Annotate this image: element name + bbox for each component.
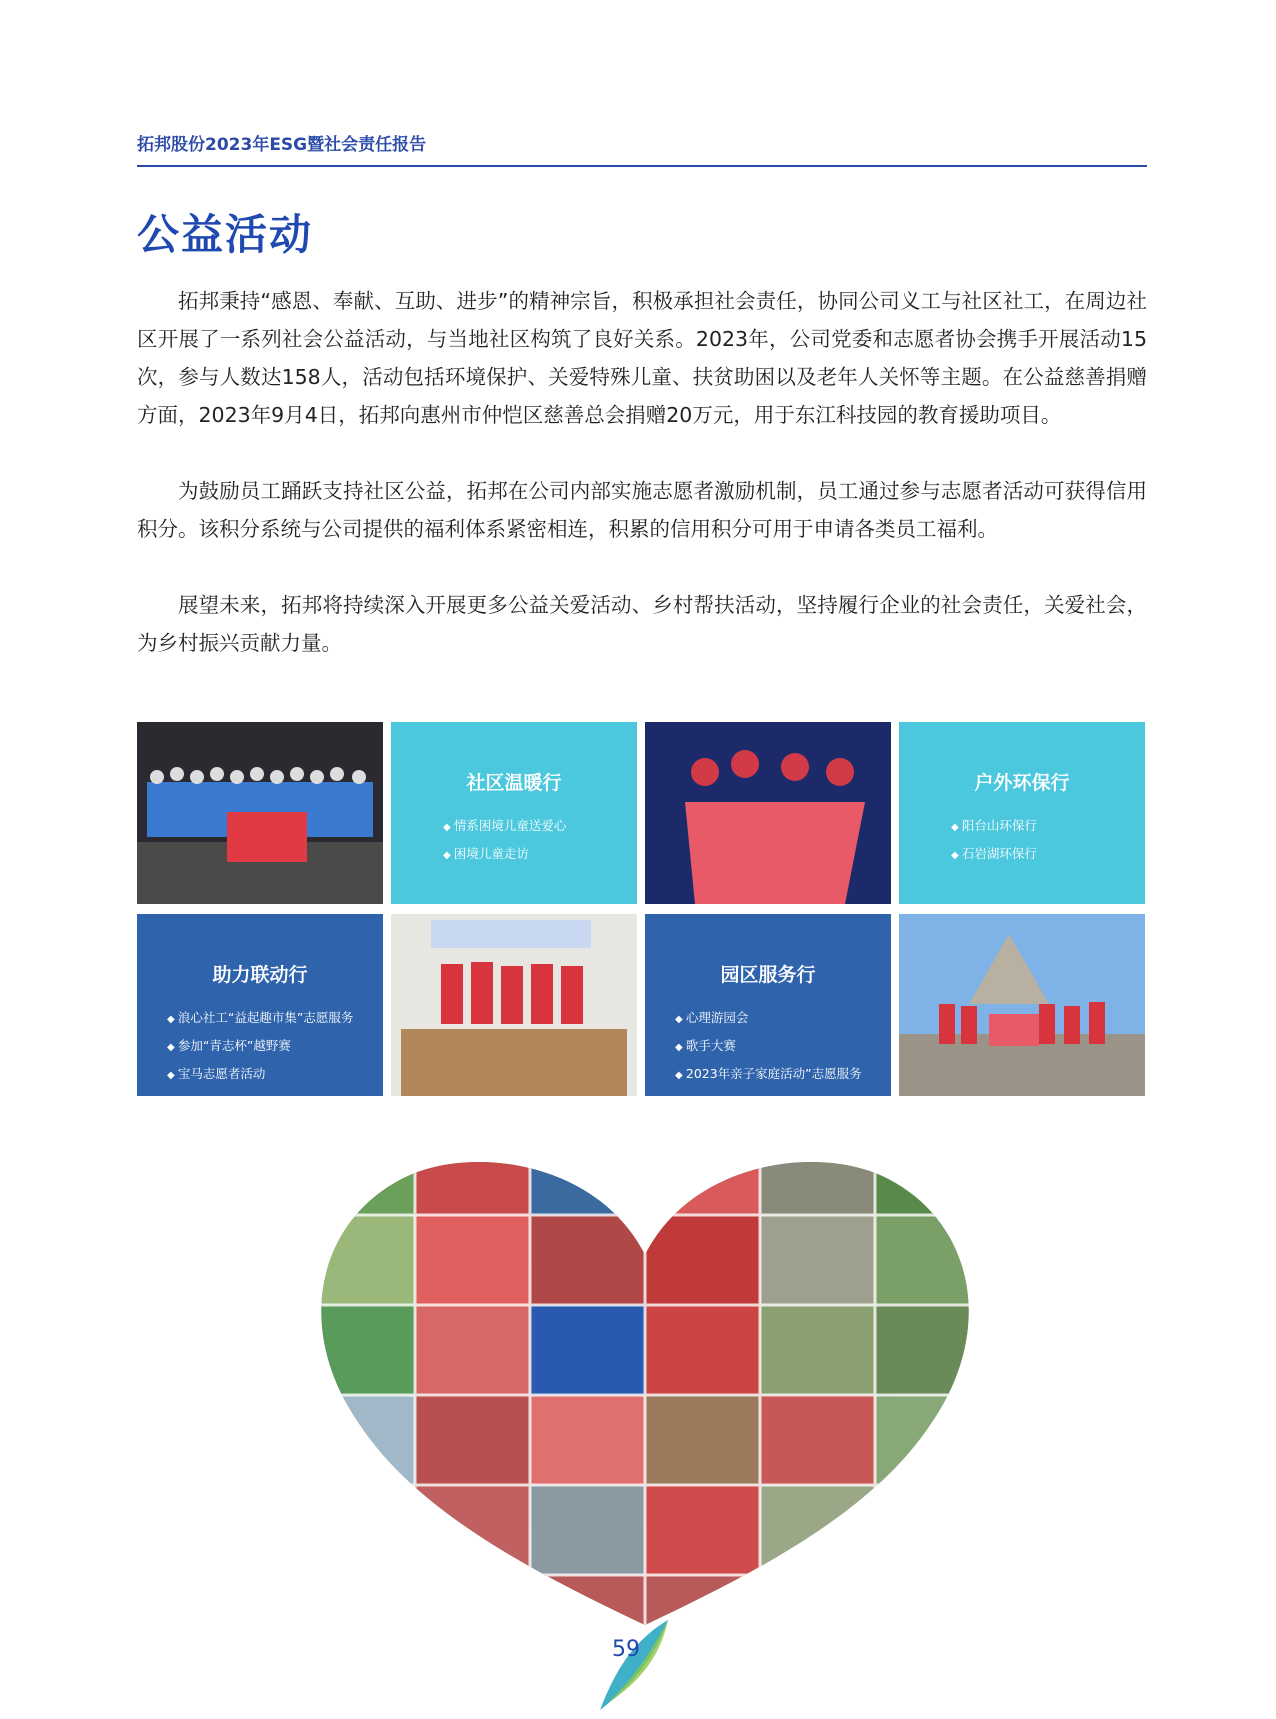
tile-outdoor-list: [899, 813, 1145, 869]
tile-park-list: [645, 1005, 891, 1089]
mountain-group-photo: [899, 914, 1145, 1096]
tile-outdoor-eco: [899, 722, 1145, 904]
tile-community-warmth: [391, 722, 637, 904]
paragraph-2: 为鼓励员工踊跃支持社区公益，拓邦在公司内部实施志愿者激励机制，员工通过参与志愿者活动可获得信用积分。该积分系统与公司提供的福利体系紧密相连，积累的信用积分可用于申请各类员工福利。: [137, 479, 1147, 541]
page-number: 59: [612, 1637, 640, 1662]
tile-park-title: 园区服务行: [720, 964, 816, 986]
paragraph-1: 拓邦秉持“感恩、奉献、互助、进步”的精神宗旨，积极承担社会责任，协同公司义工与社区社工，在周边社区开展了一系列社会公益活动，与当地社区构筑了良好关系。2023年，公司党委和志愿者协会携手开展活动15次，参与人数达158人，活动包括环境保护、关爱特殊儿童、扶贫助困以及老年人关怀等主题。在公益慈善捐赠方面，2023年9月4日，拓邦向惠州市仲恺区慈善总会捐赠20万元，用于东江科技园的教育援助项目。: [137, 289, 1147, 427]
tile-outdoor-title: 户外环保行: [974, 772, 1070, 794]
tile-community-list: [391, 813, 637, 869]
list-item: ◆ 困境儿童走访: [443, 841, 637, 869]
tile-community-title: 社区温暖行: [466, 772, 562, 794]
leaf-ornament-icon: [598, 1618, 678, 1713]
list-item: ◆ 石岩湖环保行: [951, 841, 1145, 869]
list-item: ◆ 情系困境儿童送爱心: [443, 813, 637, 841]
page-title: 公益活动: [137, 210, 314, 259]
header-divider: [137, 165, 1147, 167]
list-item: ◆ 阳台山环保行: [951, 813, 1145, 841]
list-item: ◆ 歌手大赛: [675, 1033, 891, 1061]
paragraph-3: 展望未来，拓邦将持续深入开展更多公益关爱活动、乡村帮扶活动，坚持履行企业的社会责任，关爱社会，为乡村振兴贡献力量。: [137, 593, 1147, 655]
night-volunteer-photo: [137, 722, 383, 904]
list-item: ◆ 浪心社工“益起趣市集”志愿服务: [167, 1005, 383, 1033]
list-item: ◆ 参加“青志杯”越野赛: [167, 1033, 383, 1061]
tile-linkage: [137, 914, 383, 1096]
tile-linkage-title: 助力联动行: [212, 964, 308, 986]
heart-photo-collage: [300, 1125, 990, 1630]
activity-grid: [137, 722, 1147, 1100]
body-text: [137, 282, 1147, 700]
report-header-title: 拓邦股份2023年ESG暨社会责任报告: [137, 135, 427, 155]
list-item: ◆ 2023年亲子家庭活动”志愿服务: [675, 1061, 891, 1089]
tile-park-service: [645, 914, 891, 1096]
flag-stage-photo: [645, 722, 891, 904]
tile-linkage-list: [137, 1005, 383, 1089]
list-item: ◆ 宝马志愿者活动: [167, 1061, 383, 1089]
donation-photo: [391, 914, 637, 1096]
list-item: ◆ 心理游园会: [675, 1005, 891, 1033]
